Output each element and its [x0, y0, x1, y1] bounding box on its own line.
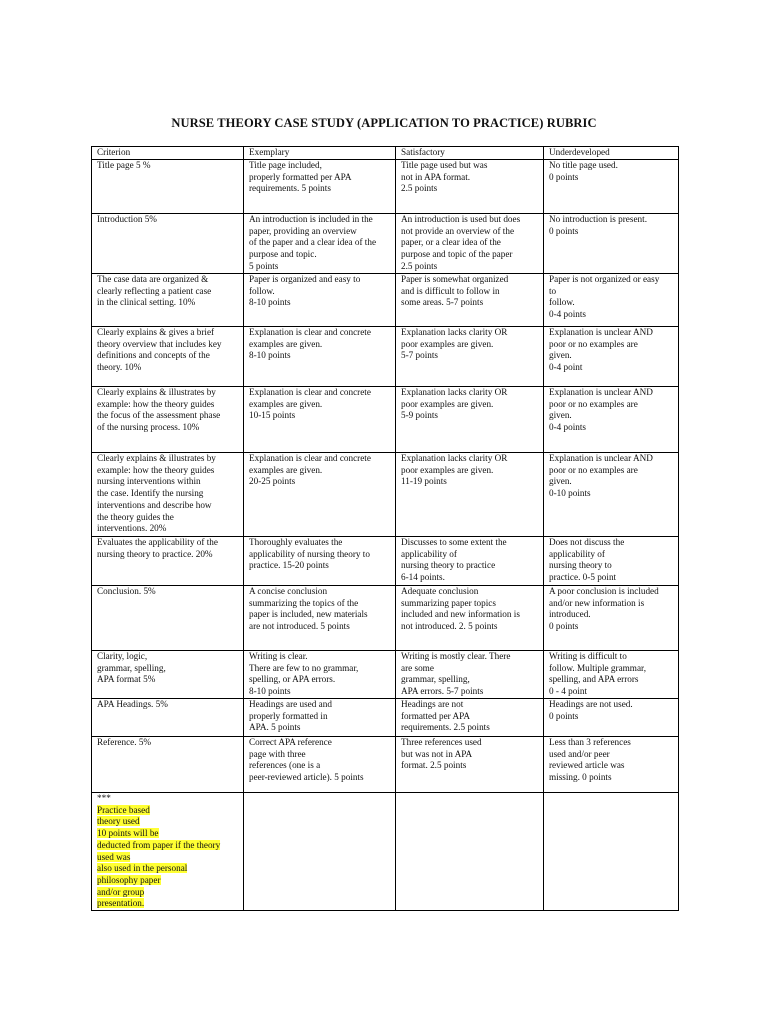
satisfactory-cell: Paper is somewhat organized and is difficult to follow in some areas. 5-7 points — [396, 274, 544, 327]
criterion-cell: APA Headings. 5% — [92, 699, 244, 737]
note-line: deducted from paper if the theory — [97, 839, 221, 850]
note-line: presentation. — [97, 898, 145, 909]
satisfactory-cell: Explanation lacks clarity OR poor examples are given. 5-9 points — [396, 387, 544, 453]
exemplary-cell: An introduction is included in the paper, providing an overview of the paper and a clear idea of the purpose and topic. 5 points — [244, 214, 396, 274]
rubric-table — [91, 146, 679, 911]
note-line: Practice based — [97, 804, 150, 815]
criterion-cell: Conclusion. 5% — [92, 586, 244, 651]
note-stars: *** — [97, 793, 111, 803]
header-criterion: Criterion — [92, 147, 244, 160]
satisfactory-cell: Three references used but was not in APA format. 2.5 points — [396, 737, 544, 793]
underdeveloped-cell: No title page used. 0 points — [544, 160, 679, 214]
table-row — [92, 214, 679, 274]
criterion-cell: Clarity, logic, grammar, spelling, APA format 5% — [92, 651, 244, 699]
note-line: used was — [97, 851, 131, 862]
table-row — [92, 586, 679, 651]
note-line: also used in the personal — [97, 863, 188, 874]
table-row — [92, 453, 679, 537]
criterion-cell: Title page 5 % — [92, 160, 244, 214]
note-row — [92, 793, 679, 911]
table-row — [92, 537, 679, 586]
criterion-cell: The case data are organized & clearly reflecting a patient case in the clinical setting. 10% — [92, 274, 244, 327]
satisfactory-cell: Headings are not formatted per APA requirements. 2.5 points — [396, 699, 544, 737]
exemplary-cell: Explanation is clear and concrete examples are given. 10-15 points — [244, 387, 396, 453]
criterion-cell: Clearly explains & gives a brief theory overview that includes key definitions and concepts of the theory. 10% — [92, 327, 244, 387]
satisfactory-cell: Writing is mostly clear. There are some grammar, spelling, APA errors. 5-7 points — [396, 651, 544, 699]
criterion-cell: Clearly explains & illustrates by example: how the theory guides nursing interventions within the case. Identify the nursing interventions and describe how the theory guides the interventions. 20% — [92, 453, 244, 537]
header-row — [92, 147, 679, 160]
exemplary-cell: Headings are used and properly formatted in APA. 5 points — [244, 699, 396, 737]
underdeveloped-cell: Writing is difficult to follow. Multiple grammar, spelling, and APA errors 0 - 4 point — [544, 651, 679, 699]
empty-cell — [544, 793, 679, 911]
underdeveloped-cell: Does not discuss the applicability of nursing theory to practice. 0-5 point — [544, 537, 679, 586]
exemplary-cell: Correct APA reference page with three references (one is a peer-reviewed article). 5 points — [244, 737, 396, 793]
underdeveloped-cell: No introduction is present. 0 points — [544, 214, 679, 274]
satisfactory-cell: Explanation lacks clarity OR poor examples are given. 11-19 points — [396, 453, 544, 537]
header-underdeveloped: Underdeveloped — [544, 147, 679, 160]
table-row — [92, 274, 679, 327]
satisfactory-cell: Title page used but was not in APA format. 2.5 points — [396, 160, 544, 214]
table-row — [92, 160, 679, 214]
table-row — [92, 699, 679, 737]
satisfactory-cell: Adequate conclusion summarizing paper topics included and new information is not introduced. 2. 5 points — [396, 586, 544, 651]
table-row — [92, 651, 679, 699]
header-satisfactory: Satisfactory — [396, 147, 544, 160]
satisfactory-cell: Explanation lacks clarity OR poor examples are given. 5-7 points — [396, 327, 544, 387]
exemplary-cell: Explanation is clear and concrete examples are given. 8-10 points — [244, 327, 396, 387]
underdeveloped-cell: A poor conclusion is included and/or new information is introduced. 0 points — [544, 586, 679, 651]
criterion-cell: Introduction 5% — [92, 214, 244, 274]
underdeveloped-cell: Explanation is unclear AND poor or no examples are given. 0-4 points — [544, 387, 679, 453]
exemplary-cell: Paper is organized and easy to follow. 8-10 points — [244, 274, 396, 327]
underdeveloped-cell: Paper is not organized or easy to follow. 0-4 points — [544, 274, 679, 327]
exemplary-cell: Title page included, properly formatted per APA requirements. 5 points — [244, 160, 396, 214]
empty-cell — [244, 793, 396, 911]
page-title: NURSE THEORY CASE STUDY (APPLICATION TO PRACTICE) RUBRIC — [171, 116, 597, 130]
satisfactory-cell: An introduction is used but does not provide an overview of the paper, or a clear idea of the purpose and topic of the paper 2.5 points — [396, 214, 544, 274]
criterion-cell: Clearly explains & illustrates by example: how the theory guides the focus of the assessment phase of the nursing process. 10% — [92, 387, 244, 453]
table-row — [92, 387, 679, 453]
satisfactory-cell: Discusses to some extent the applicability of nursing theory to practice 6-14 points. — [396, 537, 544, 586]
criterion-cell: Evaluates the applicability of the nursing theory to practice. 20% — [92, 537, 244, 586]
table-row — [92, 737, 679, 793]
exemplary-cell: Writing is clear. There are few to no grammar, spelling, or APA errors. 8-10 points — [244, 651, 396, 699]
table-row — [92, 327, 679, 387]
note-line: philosophy paper — [97, 874, 161, 885]
exemplary-cell: Explanation is clear and concrete examples are given. 20-25 points — [244, 453, 396, 537]
underdeveloped-cell: Less than 3 references used and/or peer reviewed article was missing. 0 points — [544, 737, 679, 793]
note-line: 10 points will be — [97, 828, 159, 839]
exemplary-cell: A concise conclusion summarizing the topics of the paper is included, new materials are not introduced. 5 points — [244, 586, 396, 651]
empty-cell — [396, 793, 544, 911]
note-cell — [92, 793, 244, 911]
exemplary-cell: Thoroughly evaluates the applicability of nursing theory to practice. 15-20 points — [244, 537, 396, 586]
criterion-cell: Reference. 5% — [92, 737, 244, 793]
header-exemplary: Exemplary — [244, 147, 396, 160]
underdeveloped-cell: Explanation is unclear AND poor or no examples are given. 0-10 points — [544, 453, 679, 537]
underdeveloped-cell: Explanation is unclear AND poor or no examples are given. 0-4 point — [544, 327, 679, 387]
underdeveloped-cell: Headings are not used. 0 points — [544, 699, 679, 737]
note-line: theory used — [97, 816, 140, 827]
note-line: and/or group — [97, 886, 145, 897]
